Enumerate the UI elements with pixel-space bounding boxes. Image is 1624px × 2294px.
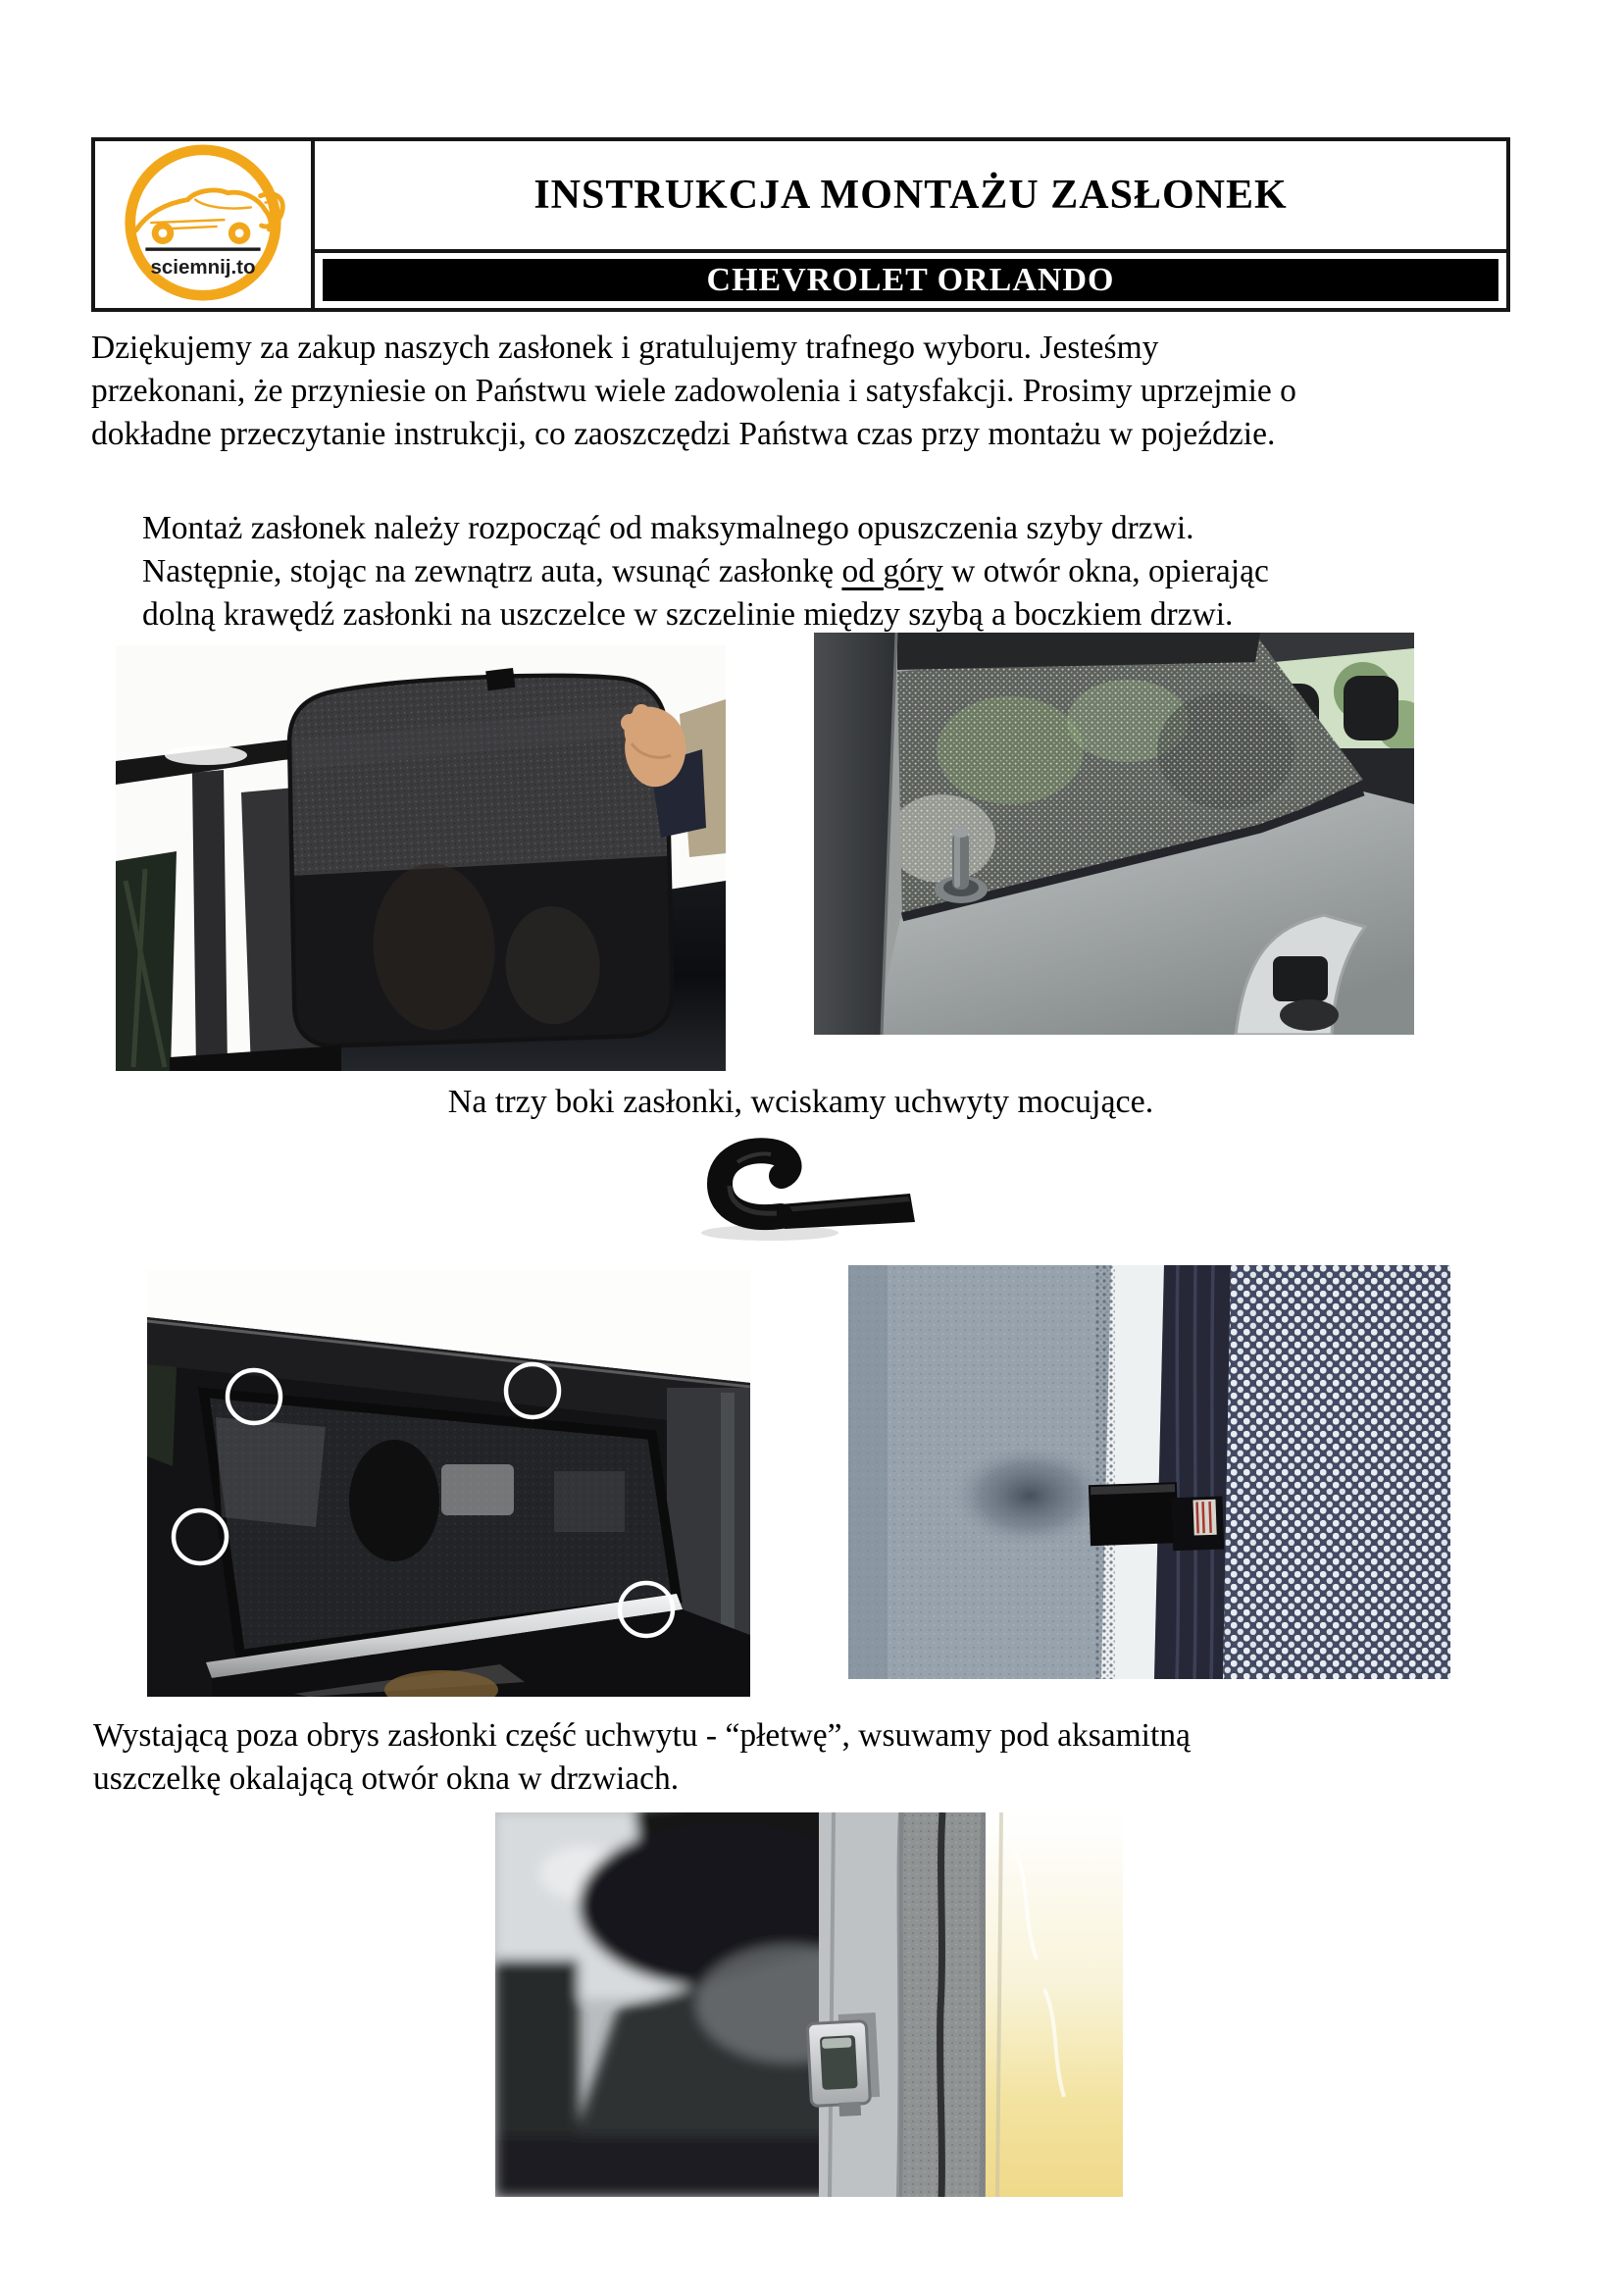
logo-cell [95, 141, 315, 308]
logo-text: sciemnij.to [150, 255, 256, 279]
step-insert-line: Następnie, stojąc na zewnątrz auta, wsunąć zasłonkę od góry w otwór okna, opierając [142, 553, 1269, 589]
photo-interior-shade-installed [814, 633, 1414, 1035]
intro-paragraph [91, 327, 1296, 456]
step-fin-line: Wystającą poza obrys zasłonki część uchwytu - “płetwę”, wsuwamy pod aksamitną [93, 1717, 1191, 1754]
photo-exterior-shade-insert [116, 645, 726, 1071]
title-cell [315, 141, 1506, 308]
model-bar: CHEVROLET ORLANDO [323, 259, 1498, 301]
step-fin-paragraph [93, 1714, 1191, 1801]
header [91, 137, 1510, 312]
intro-line: dokładne przeczytanie instrukcji, co zaoszczędzi Państwa czas przy montażu w pojeździe. [91, 416, 1276, 452]
brand-logo [107, 142, 299, 307]
step-insert-line: Montaż zasłonek należy rozpocząć od maksymalnego opuszczenia szyby drzwi. [142, 510, 1194, 546]
model-bar-row [315, 249, 1506, 308]
photo-clip-closeup [848, 1265, 1450, 1679]
photo-fin-under-seal [495, 1812, 1123, 2197]
underlined-phrase: od góry [841, 553, 943, 589]
caption-clips: Na trzy boki zasłonki, wciskamy uchwyty mocujące. [447, 1084, 1154, 1120]
step-fin-line: uszczelkę okalającą otwór okna w drzwiach. [93, 1760, 680, 1797]
step-insert-paragraph [142, 507, 1269, 637]
intro-line: Dziękujemy za zakup naszych zasłonek i gratulujemy trafnego wyboru. Jesteśmy [91, 330, 1159, 366]
step-insert-line: dolną krawędź zasłonki na uszczelce w szczelinie między szybą a boczkiem drzwi. [142, 596, 1234, 633]
logo-underline [145, 247, 260, 250]
photo-mounting-clip [686, 1131, 918, 1247]
page-title: INSTRUKCJA MONTAŻU ZASŁONEK [533, 173, 1288, 218]
intro-line: przekonani, że przyniesie on Państwu wiele zadowolenia i satysfakcji. Prosimy uprzejmie o [91, 373, 1296, 409]
photo-shade-clip-positions [147, 1270, 750, 1697]
